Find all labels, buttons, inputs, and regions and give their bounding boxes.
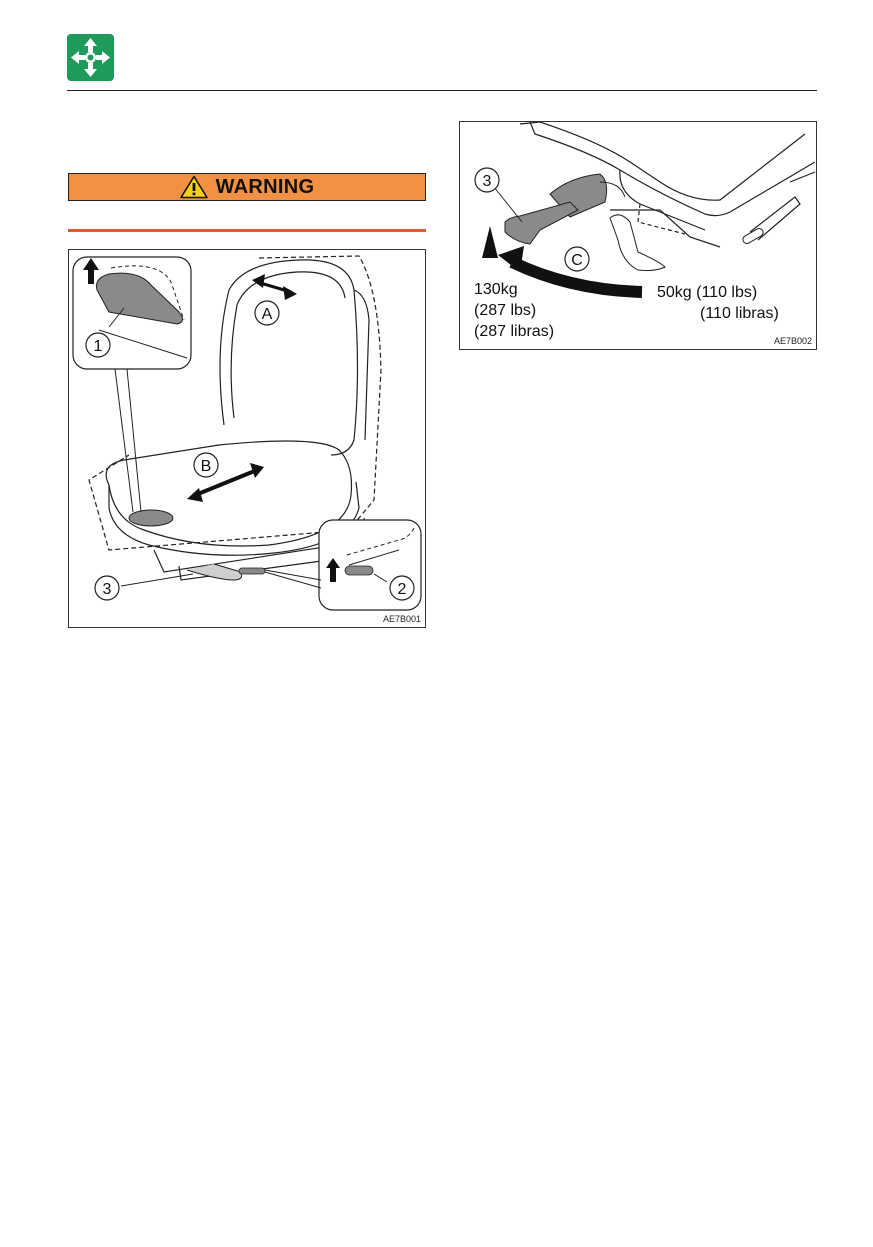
warning-banner xyxy=(68,173,426,201)
figure-code: AE7B002 xyxy=(773,336,812,346)
heavy-weight-lbs: (287 lbs) xyxy=(474,302,537,319)
callout-slide-b: B xyxy=(200,458,212,475)
seat-illustration xyxy=(69,250,425,627)
callout-backrest-a: A xyxy=(261,306,273,323)
header-rule xyxy=(67,90,817,91)
callout-lever-3: 3 xyxy=(482,173,492,190)
figure-code: AE7B001 xyxy=(382,614,421,624)
callout-lever-3: 3 xyxy=(102,581,112,598)
heavy-weight-libras: (287 libras) xyxy=(474,323,555,340)
light-weight-label: 50kg (110 lbs) xyxy=(657,284,758,301)
warning-label: WARNING xyxy=(215,175,315,198)
adjustment-arrows-icon xyxy=(67,34,114,81)
warning-triangle-icon xyxy=(180,175,208,199)
callout-lever-2: 2 xyxy=(397,581,407,598)
callout-lever-1: 1 xyxy=(93,338,103,355)
warning-underline xyxy=(68,229,426,232)
callout-direction-c: C xyxy=(571,252,583,269)
weight-adjustment-figure xyxy=(459,121,817,350)
seat-adjustment-figure xyxy=(68,249,426,628)
heavy-weight-kg: 130kg xyxy=(474,281,518,298)
heavy-weight-label xyxy=(474,279,554,342)
light-weight-libras: (110 libras) xyxy=(700,305,779,322)
